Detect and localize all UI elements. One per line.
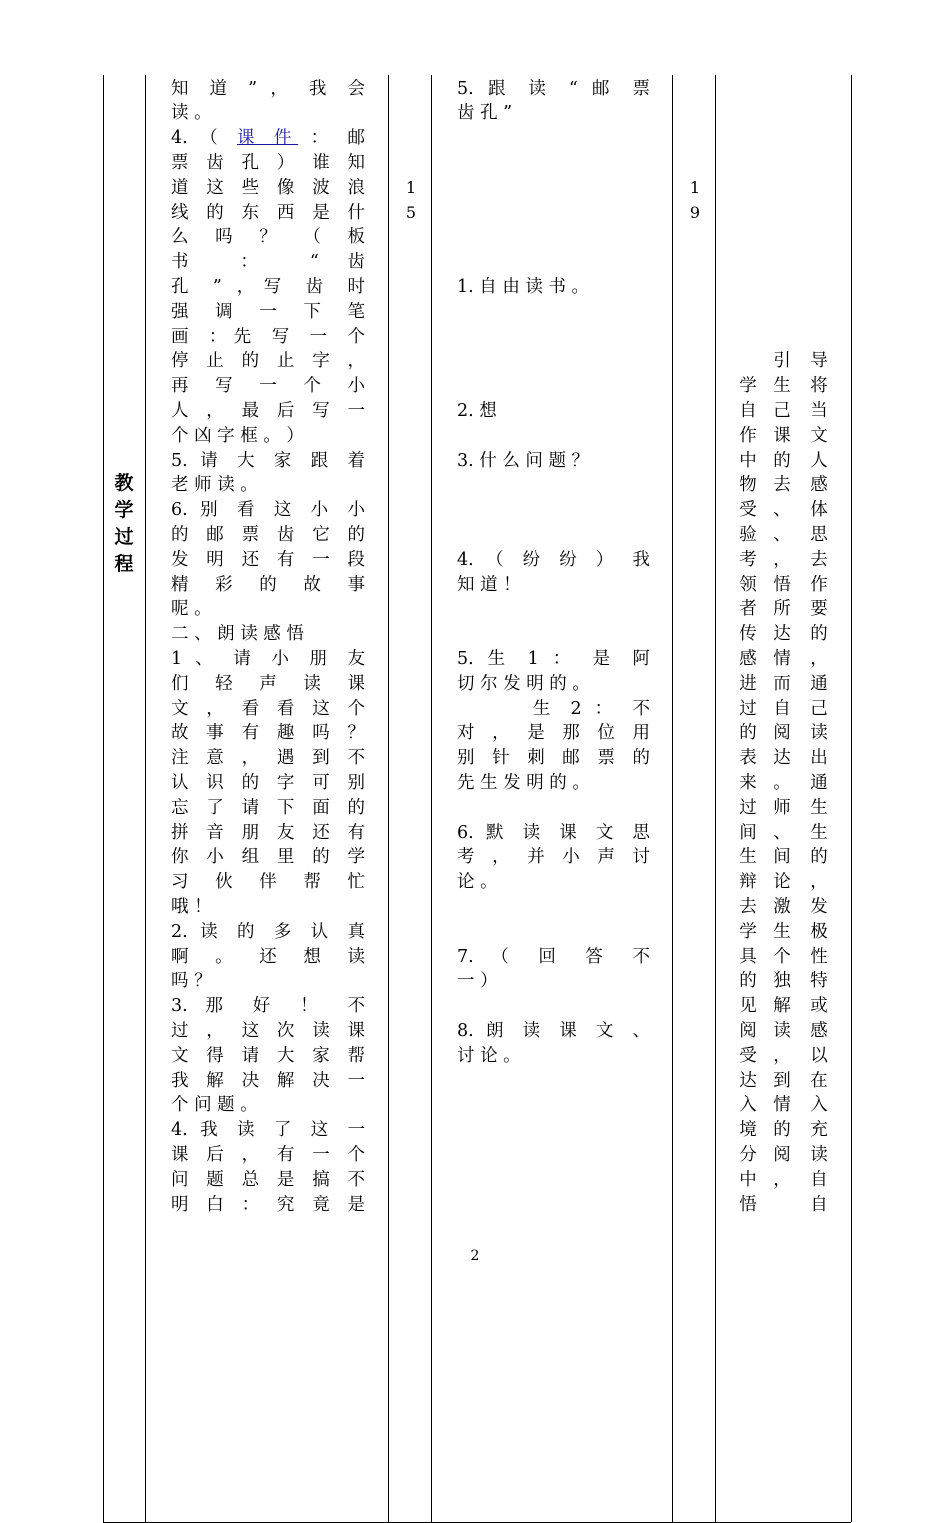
student-text-line: 论 。 — [457, 872, 498, 893]
teacher-text-line: 书 ： “ 齿 — [171, 252, 365, 273]
design-intent-char: 论 — [773, 872, 791, 893]
design-intent-char: 领 — [739, 574, 757, 595]
teacher-text-line: 发 明 还 有 一 段 — [171, 549, 365, 570]
teacher-text-line: 你 小 组 里 的 学 — [171, 847, 365, 868]
teacher-text-line: 拼 音 朋 友 还 有 — [171, 822, 365, 843]
design-intent-char: 体 — [810, 500, 828, 521]
design-intent-char: 感 — [739, 648, 757, 669]
page-number: 2 — [470, 1248, 480, 1264]
design-intent-char: 极 — [810, 921, 828, 942]
design-intent-char: 阅 — [773, 723, 791, 744]
design-intent-char: 生 — [739, 847, 757, 868]
design-intent-char: ， — [773, 1169, 791, 1190]
design-intent-char: 解 — [773, 996, 791, 1017]
design-intent-char: 所 — [773, 599, 791, 620]
time-digit: 1 — [405, 178, 417, 197]
design-intent-char: 己 — [810, 698, 828, 719]
table-divider — [388, 75, 389, 1522]
design-intent-char: 去 — [739, 896, 757, 917]
design-intent-char: 学 — [739, 921, 757, 942]
teacher-text-line: 读 。 — [171, 103, 212, 124]
design-intent-char: 进 — [739, 673, 757, 694]
design-intent-char: 生 — [773, 921, 791, 942]
student-text-line: 6. 默 读 课 文 思 — [457, 822, 650, 843]
student-text-line: 别 针 刺 邮 票 的 — [457, 748, 650, 769]
teacher-text-line: 再 写 一 个 小 — [171, 376, 365, 397]
teacher-text-line: 故 事 有 趣 吗 ？ — [171, 723, 365, 744]
design-intent-char: ， — [810, 648, 828, 669]
design-intent-char: 情 — [773, 1095, 791, 1116]
design-intent-char: 通 — [810, 772, 828, 793]
teacher-text-line: 老 师 读 。 — [171, 475, 258, 496]
design-intent-char: 受 — [739, 1045, 757, 1066]
design-intent-char: 具 — [739, 946, 757, 967]
table-divider — [145, 75, 146, 1522]
design-intent-char: 入 — [810, 1095, 828, 1116]
design-intent-char: 中 — [739, 450, 757, 471]
design-intent-char: 境 — [739, 1120, 757, 1141]
design-intent-char: 情 — [773, 648, 791, 669]
design-intent-char: 过 — [739, 797, 757, 818]
design-intent-char: 自 — [810, 1169, 828, 1190]
design-intent-char: 受 — [739, 500, 757, 521]
time-digit: 5 — [405, 202, 417, 222]
teacher-text-line: 问 题 总 是 搞 不 — [171, 1169, 365, 1190]
design-intent-char: 物 — [739, 475, 757, 496]
teacher-text-line: 3. 那 好 ！ 不 — [171, 996, 365, 1017]
design-intent-char: 自 — [773, 698, 791, 719]
design-intent-char: 过 — [739, 698, 757, 719]
teacher-text-line: 认 识 的 字 可 别 — [171, 772, 365, 793]
teacher-text-line: 明 白 ： 究 竟 是 — [171, 1194, 365, 1215]
design-intent-char: 思 — [810, 524, 828, 545]
table-border-right — [851, 75, 852, 1522]
teacher-text-line: 习 伙 伴 帮 忙 — [171, 872, 365, 893]
design-intent-char: 阅 — [739, 1020, 757, 1041]
teacher-text-line: 道 这 些 像 波 浪 — [171, 177, 365, 198]
teacher-text-line: 4. 我 读 了 这 一 — [171, 1120, 365, 1141]
teacher-text-line: 注 意 ， 遇 到 不 — [171, 748, 365, 769]
design-intent-char: 读 — [810, 1144, 828, 1165]
design-intent-char: 感 — [810, 475, 828, 496]
design-intent-char: 生 — [773, 376, 791, 397]
student-text-line: 齿 孔 ” — [457, 103, 513, 124]
teacher-text-line: 过 ， 这 次 读 课 — [171, 1020, 365, 1041]
teacher-text-line: 文 得 请 大 家 帮 — [171, 1045, 365, 1066]
design-intent-char: 的 — [739, 723, 757, 744]
design-intent-char: 表 — [739, 748, 757, 769]
student-text-line: 8. 朗 读 课 文 、 — [457, 1020, 650, 1041]
design-intent-char: 独 — [773, 971, 791, 992]
design-intent-char: 人 — [810, 450, 828, 471]
design-intent-char: 导 — [810, 351, 828, 372]
design-intent-char: 来 — [739, 772, 757, 793]
section-label-char: 学 — [114, 499, 134, 521]
design-intent-char: 学 — [739, 376, 757, 397]
design-intent-char: 师 — [773, 797, 791, 818]
design-intent-char: 作 — [810, 574, 828, 595]
student-time — [673, 176, 717, 226]
design-intent-char: 当 — [810, 400, 828, 421]
table-divider — [431, 75, 432, 1522]
design-intent-char: 特 — [810, 971, 828, 992]
section-label-text — [103, 470, 145, 578]
design-intent-char: 或 — [810, 996, 828, 1017]
design-intent-char: 充 — [810, 1120, 828, 1141]
student-text-line: 对 ， 是 那 位 用 — [457, 723, 650, 744]
teacher-text-line: 课 后 ， 有 一 个 — [171, 1144, 365, 1165]
teacher-text-line: 强 调 一 下 笔 — [171, 301, 365, 322]
design-intent-char: 课 — [773, 425, 791, 446]
teacher-text-line: 5. 请 大 家 跟 着 — [171, 450, 365, 471]
design-intent-char: 入 — [739, 1095, 757, 1116]
student-text-line: 生 2 ： 不 — [457, 698, 650, 719]
student-text-line: 考 ， 并 小 声 讨 — [457, 847, 650, 868]
student-text-line: 讨 论 。 — [457, 1045, 521, 1066]
design-intent-char: 的 — [810, 847, 828, 868]
design-intent-char: 自 — [739, 400, 757, 421]
design-intent-char: 作 — [739, 425, 757, 446]
design-intent-char: 个 — [773, 946, 791, 967]
design-intent-char: 通 — [810, 673, 828, 694]
teacher-text-line: 啊 。 还 想 读 — [171, 946, 365, 967]
teacher-time — [389, 176, 433, 226]
teacher-activity-column — [171, 75, 365, 1522]
table-divider — [672, 75, 673, 1522]
student-text-line: 3. 什 么 问 题 ？ — [457, 450, 590, 471]
design-intent-char: 达 — [739, 1070, 757, 1091]
student-text-line: 知 道 ！ — [457, 574, 521, 595]
design-intent-char: 要 — [810, 599, 828, 620]
design-intent-char: 间 — [739, 822, 757, 843]
student-text-line: 5. 跟 读 “ 邮 票 — [457, 78, 650, 99]
design-intent-char: 感 — [810, 1020, 828, 1041]
design-intent-char: 去 — [773, 475, 791, 496]
teacher-text-line: 忘 了 请 下 面 的 — [171, 797, 365, 818]
teacher-text-line: 我 解 决 解 决 一 — [171, 1070, 365, 1091]
teacher-text-line: 票 齿 孔 ） 谁 知 — [171, 152, 365, 173]
design-intent-char: 、 — [773, 822, 791, 843]
teacher-text-line: 个 问 题 。 — [171, 1095, 258, 1116]
teacher-text-line: 1 、 请 小 朋 友 — [171, 648, 365, 669]
design-intent-char: 辩 — [739, 872, 757, 893]
design-intent-char: 文 — [810, 425, 828, 446]
teacher-text-line: 2. 读 的 多 认 真 — [171, 921, 365, 942]
teacher-text-line: 哦 ！ — [171, 896, 212, 917]
teacher-text-line: 吗 ？ — [171, 971, 212, 992]
section-label-char: 过 — [114, 526, 134, 548]
teacher-text-line: 画 ：先 写 一 个 — [171, 326, 365, 347]
design-intent-char: 性 — [810, 946, 828, 967]
section-label-char: 教 — [114, 472, 134, 494]
student-activity-column — [457, 75, 650, 1522]
design-intent-char: 的 — [810, 624, 828, 645]
student-text-line: 4. （ 纷 纷 ） 我 — [457, 549, 650, 570]
student-text-line: 2. 想 — [457, 400, 497, 421]
design-intent-char: 验 — [739, 524, 757, 545]
section-label — [103, 470, 145, 578]
design-intent-char: 引 — [773, 351, 791, 372]
student-text-line: 切 尔 发 明 的 。 — [457, 673, 590, 694]
student-text-line: 5. 生 1 ： 是 阿 — [457, 648, 650, 669]
student-text-line: 7. （ 回 答 不 — [457, 946, 650, 967]
teacher-text-line: 个 凶 字 框 。 ） — [171, 425, 304, 446]
design-intent-char: 的 — [739, 971, 757, 992]
design-intent-char: 生 — [810, 797, 828, 818]
design-intent-char: 读 — [810, 723, 828, 744]
design-intent-char: 以 — [810, 1045, 828, 1066]
teacher-text-line: 4. （ 课 件 ： 邮 — [171, 128, 365, 149]
teacher-text-line: 6. 别 看 这 小 小 — [171, 500, 365, 521]
time-digit: 9 — [689, 202, 701, 222]
design-intent-char: 考 — [739, 549, 757, 570]
design-intent-char: 生 — [810, 822, 828, 843]
design-intent-char: 分 — [739, 1144, 757, 1165]
design-intent-char: 悟 — [739, 1194, 757, 1215]
teacher-text-line: 二 、 朗 读 感 悟 — [171, 624, 304, 645]
design-intent-char: 。 — [773, 772, 791, 793]
design-intent-char: 、 — [773, 524, 791, 545]
design-intent-char: 发 — [810, 896, 828, 917]
design-intent-char: 中 — [739, 1169, 757, 1190]
design-intent-char: 达 — [773, 624, 791, 645]
section-label-char: 程 — [114, 553, 134, 575]
teacher-text-line: 精 彩 的 故 事 — [171, 574, 365, 595]
design-intent-char: ， — [810, 872, 828, 893]
design-intent-char: ， — [773, 549, 791, 570]
teacher-text-line: 的 邮 票 齿 它 的 — [171, 524, 365, 545]
student-text-line: 一 ） — [457, 971, 498, 992]
design-intent-char: 者 — [739, 599, 757, 620]
design-intent-char: 到 — [773, 1070, 791, 1091]
courseware-link[interactable]: 课 件 — [236, 128, 299, 149]
design-intent-char: 的 — [773, 1120, 791, 1141]
teacher-text-line: 文 ， 看 看 这 个 — [171, 698, 365, 719]
teacher-text-line: 线 的 东 西 是 什 — [171, 202, 365, 223]
design-intent-char: 悟 — [773, 574, 791, 595]
design-intent-char: ， — [773, 1045, 791, 1066]
design-intent-char: 读 — [773, 1020, 791, 1041]
table-border-left — [103, 75, 104, 1522]
design-intent-char: 自 — [810, 1194, 828, 1215]
design-intent-char: 间 — [773, 847, 791, 868]
design-intent-char: 将 — [810, 376, 828, 397]
teacher-text-line: 呢 。 — [171, 599, 212, 620]
teacher-text-line: 孔 ” ，写 齿 时 — [171, 276, 365, 297]
design-intent-char: 传 — [739, 624, 757, 645]
design-intent-char: 去 — [810, 549, 828, 570]
design-intent-char: 达 — [773, 748, 791, 769]
design-intent-char: 而 — [773, 673, 791, 694]
design-intent-char: 见 — [739, 996, 757, 1017]
teacher-text-line: 们 轻 声 读 课 — [171, 673, 365, 694]
teacher-text-line: 停 止 的 止 字 ， — [171, 351, 365, 372]
design-intent-char: 激 — [773, 896, 791, 917]
time-digit: 1 — [689, 178, 701, 197]
teacher-text-line: 人 ， 最 后 写 一 — [171, 400, 365, 421]
teacher-text-line: 知 道 ” ， 我 会 — [171, 78, 365, 99]
design-intent-char: 的 — [773, 450, 791, 471]
design-intent-char: 阅 — [773, 1144, 791, 1165]
design-intent-char: 在 — [810, 1070, 828, 1091]
student-text-line: 1. 自 由 读 书 。 — [457, 276, 590, 297]
teacher-text-line: 么 吗 ？ （ 板 — [171, 227, 365, 248]
design-intent-column — [738, 75, 834, 1522]
student-text-line: 先 生 发 明 的 。 — [457, 772, 590, 793]
design-intent-char: 己 — [773, 400, 791, 421]
design-intent-char: 、 — [773, 500, 791, 521]
table-divider — [715, 75, 716, 1522]
design-intent-char: 出 — [810, 748, 828, 769]
